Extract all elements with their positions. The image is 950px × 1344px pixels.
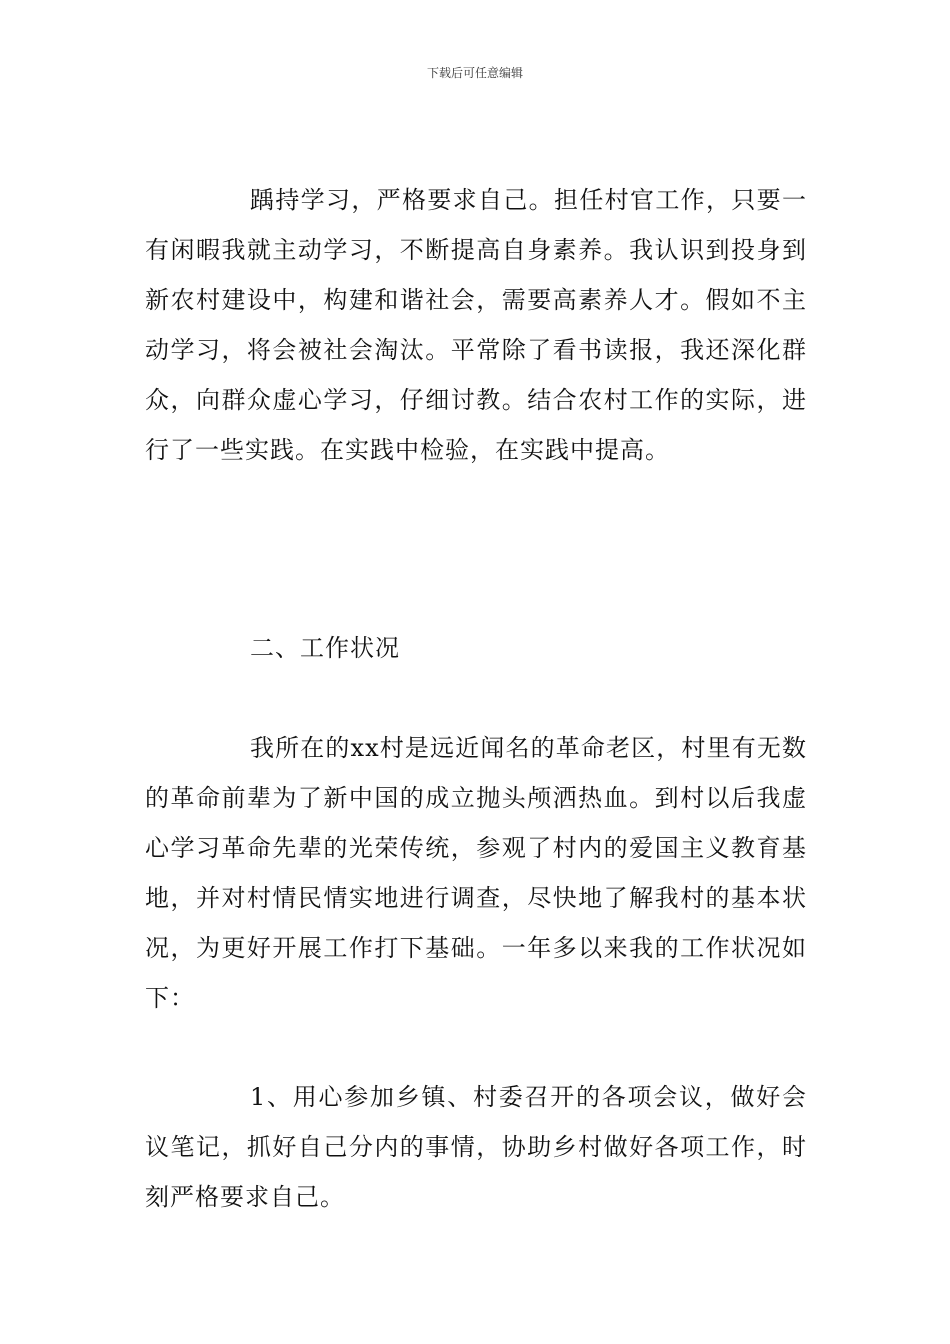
paragraph-item-1: 1、用心参加乡镇、村委召开的各项会议，做好会议笔记，抓好自己分内的事情，协助乡村做好各项工作，时刻严格要求自己。 [145,1083,807,1211]
section-heading-work-status: 二、工作状况 [250,634,400,662]
page-header-note: 下载后可任意编辑 [426,66,523,80]
paragraph-village-intro: 我所在的xx村是远近闻名的革命老区，村里有无数的革命前辈为了新中国的成立抛头颅洒热血。到村以后我虚心学习革命先辈的光荣传统，参观了村内的爱国主义教育基地，并对村情民情实地进行调查，尽快地了解我村的基本状况，为更好开展工作打下基础。一年多以来我的工作状况如下： [145,734,807,1012]
paragraph-study: 踽持学习，严格要求自己。担任村官工作，只要一有闲暇我就主动学习，不断提高自身素养。我认识到投身到新农村建设中，构建和谐社会，需要高素养人才。假如不主动学习，将会被社会淘汰。平常除了看书读报，我还深化群众，向群众虚心学习，仔细讨教。结合农村工作的实际，进行了一些实践。在实践中检验，在实践中提高。 [145,186,807,464]
